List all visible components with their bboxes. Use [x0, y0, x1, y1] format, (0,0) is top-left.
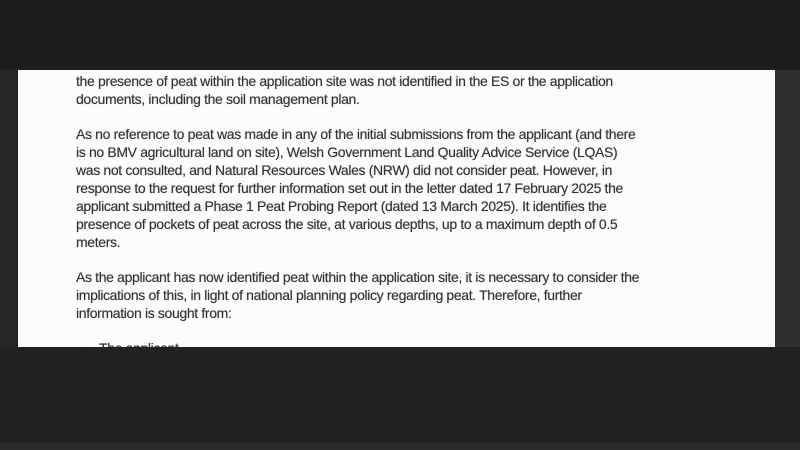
paragraph-3 [76, 268, 765, 322]
text-line: As no reference to peat was made in any of the initial submissions from the applicant (and there [76, 126, 636, 142]
document-text-block [18, 70, 775, 377]
paragraph-1 [76, 72, 765, 108]
text-line: is no BMV agricultural land on site), Welsh Government Land Quality Advice Service (LQAS) [76, 144, 618, 160]
paragraph-2 [76, 125, 765, 251]
text-line: was not consulted, and Natural Resources Wales (NRW) did not consider peat. However, in [76, 162, 613, 178]
document-page [16, 70, 775, 347]
text-line: documents, including the soil management plan. [76, 91, 360, 107]
text-line: meters. [76, 234, 121, 250]
letterbox-bottom-bar [0, 347, 800, 450]
left-margin-strip [0, 70, 16, 347]
text-line: presence of pockets of peat across the site, at various depths, up to a maximum depth of 0.5 [76, 216, 618, 232]
right-margin-strip [775, 70, 800, 347]
content-band [0, 70, 800, 347]
text-line: the presence of peat within the application site was not identified in the ES or the application [76, 73, 613, 89]
text-line: applicant submitted a Phase 1 Peat Probing Report (dated 13 March 2025). It identifies the [76, 198, 607, 214]
text-line: information is sought from: [76, 305, 232, 321]
text-line: response to the request for further information set out in the letter dated 17 February 2025 the [76, 180, 623, 196]
text-line: As the applicant has now identified peat within the application site, it is necessary to consider the [76, 269, 640, 285]
letterbox-top-bar [0, 0, 800, 70]
text-line: implications of this, in light of national planning policy regarding peat. Therefore, further [76, 287, 582, 303]
bottom-edge-strip [0, 443, 800, 450]
